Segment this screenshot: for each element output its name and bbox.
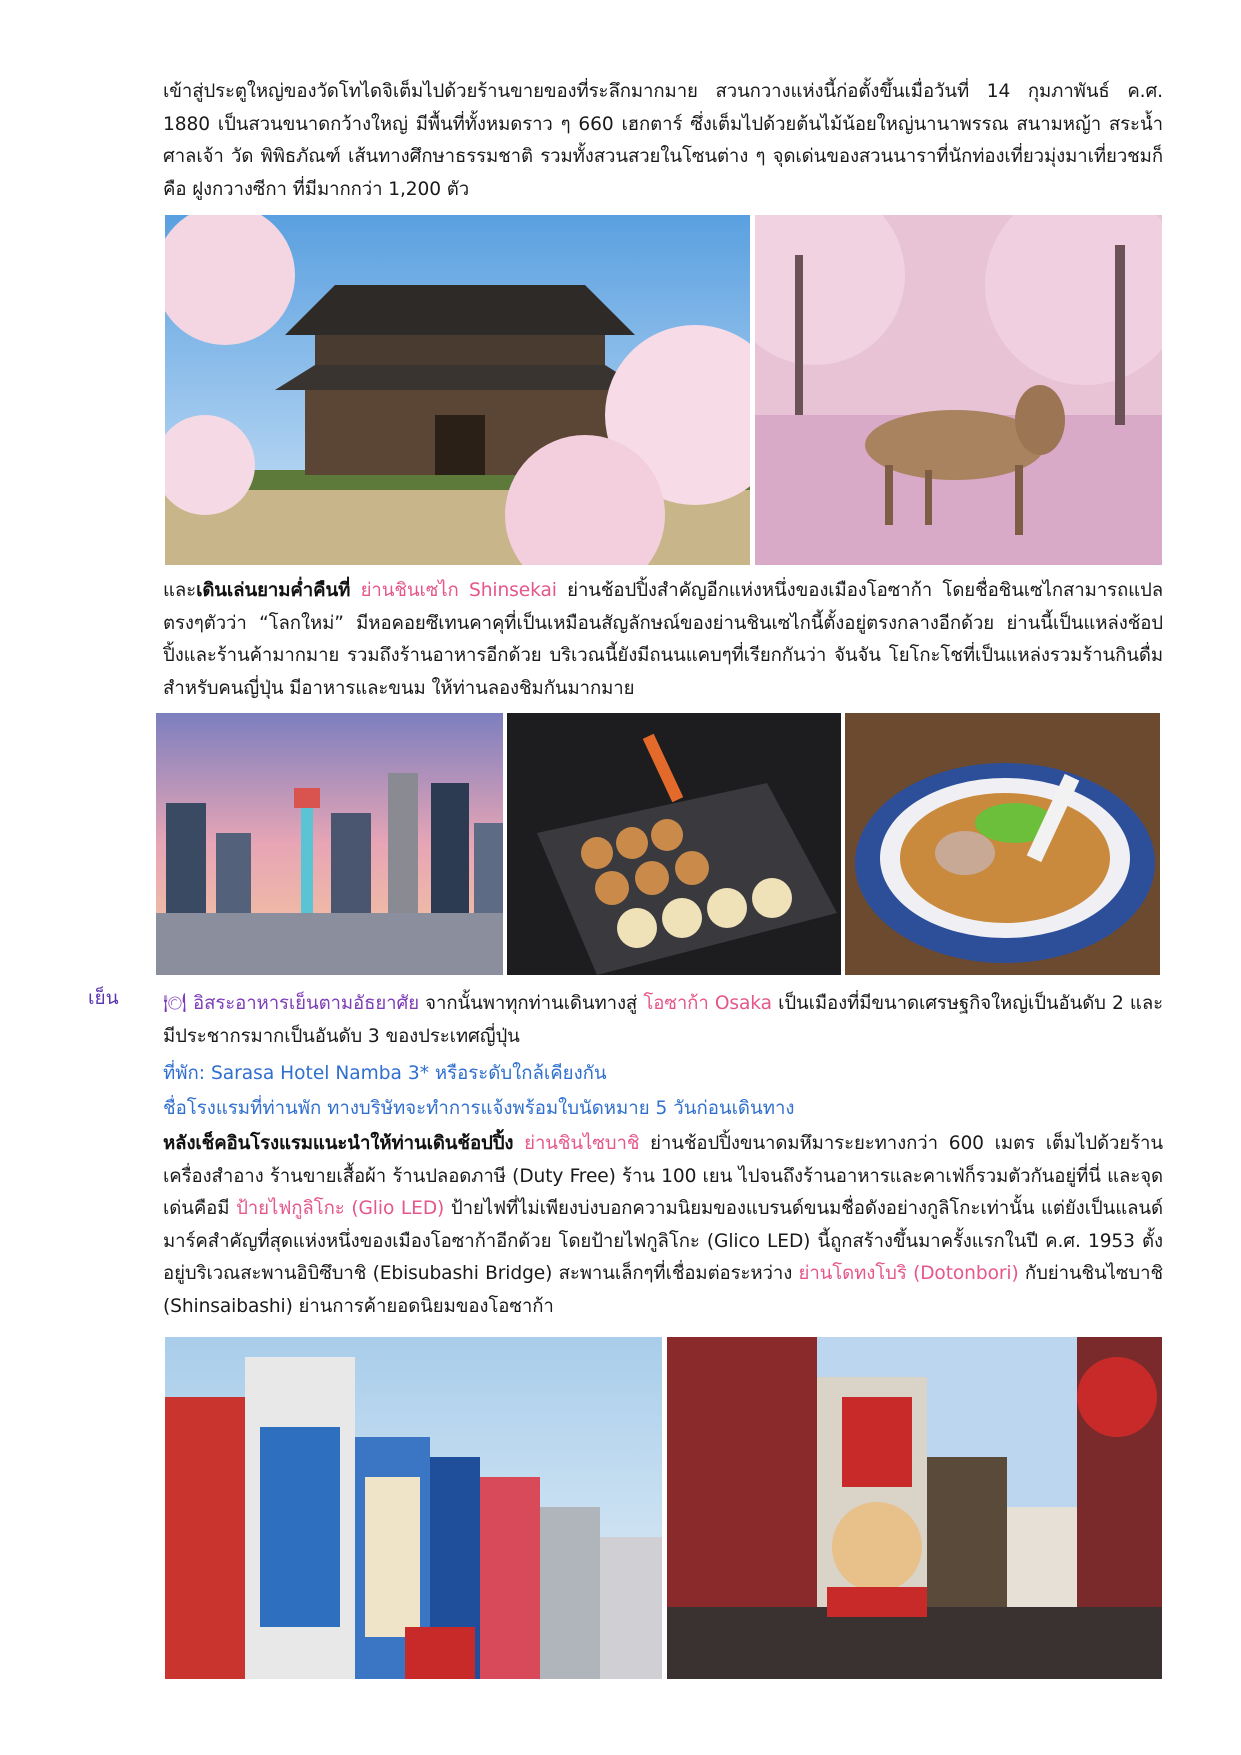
dotonbori-glico-photo — [165, 1337, 662, 1679]
shinsaibashi-part2: ป้ายไฟที่ไม่เพียงบ่งบอกความนิยมของแบรนด์ขนมชื่อดังอย่างกูลิโกะเท่านั้น แต่ยังเป็นแลนด์มาร์คสำคัญที่สุดแห่งหนึ่งของเมืองโอซาก้าอีกด้วย โดยป้ายไฟกูลิโกะ (Glico LED) นี้ถูกสร้างขึ้นมาครั้งแรกในปี ค.ศ. 1953 ตั้งอยู่บริเวณสะพานอิบิซึบาชิ (Ebisubashi Bridge) สะพานเล็กๆที่เชื่อมต่อระหว่าง — [163, 1198, 1163, 1284]
intro-paragraph: เข้าสู่ประตูใหญ่ของวัดโทไดจิเต็มไปด้วยร้านขายของที่ระลึกมากมาย สวนกวางแห่งนี้ก่อตั้งขึ้นเมื่อวันที่ 14 กุมภาพันธ์ ค.ศ. 1880 เป็นสวนขนาดกว้างใหญ่ มีพื้นที่ทั้งหมดราว ๆ 660 เฮกตาร์ ซึ่งเต็มไปด้วยต้นไม้น้อยใหญ่นานาพรรณ สนามหญ้า สระน้ำ ศาลเจ้า วัด พิพิธภัณฑ์ เส้นทางศึกษาธรรมชาติ รวมทั้งสวนสวยในโซนต่าง ๆ จุดเด่นของสวนนาราที่นักท่องเที่ยวมุ่งมาเที่ยวชมก็คือ ฝูงกวางซีกา ที่มีมากกว่า 1,200 ตัว — [163, 81, 1163, 200]
shinsekai-link: ย่านชินเซไก Shinsekai — [350, 580, 557, 601]
osaka-link: โอซาก้า Osaka — [643, 993, 772, 1014]
shinsekai-bold: เดินเล่นยามค่ำคืนที่ — [196, 580, 351, 601]
ramen-photo — [845, 713, 1160, 975]
shinsaibashi-link: ย่านชินไซบาชิ — [513, 1133, 640, 1154]
evening-paragraph — [163, 988, 1163, 1053]
dotonbori-link: ย่านโดทงโบริ (Dotonbori) — [798, 1263, 1019, 1284]
hotel-line: ที่พัก: Sarasa Hotel Namba 3* หรือระดับใกล้เคียงกัน — [163, 1063, 607, 1084]
shinsaibashi-part1: ย่านช้อปปิ้งขนาดมหึมาระยะทางกว่า 600 เมตร เต็มไปด้วยร้านเครื่องสำอาง ร้านขายเสื้อผ้า ร้านปลอดภาษี (Duty Free) ร้าน 100 เยน ไปจนถึงร้านอาหารและคาเฟ่ก็รวมตัวกันอยู่ที่นี่ และจุดเด่นคือมี — [163, 1133, 1163, 1219]
meal-icon: 🍽 — [163, 993, 187, 1014]
dinner-free: อิสระอาหารเย็นตามอัธยาศัย — [186, 993, 420, 1014]
evening-rest: เป็นเมืองที่มีขนาดเศรษฐกิจใหญ่เป็นอันดับ 2 และมีประชากรมากเป็นอันดับ 3 ของประเทศญี่ปุ่น — [163, 993, 1163, 1047]
takoyaki-photo — [507, 713, 841, 975]
hotel-note: ชื่อโรงแรมที่ท่านพัก ทางบริษัทจะทำการแจ้งพร้อมใบนัดหมาย 5 วันก่อนเดินทาง — [163, 1098, 795, 1119]
evening-mid: จากนั้นพาทุกท่านเดินทางสู่ — [419, 993, 644, 1014]
glico-link: ป้ายไฟกูลิโกะ (Glio LED) — [236, 1198, 445, 1219]
dotonbori-street-photo — [667, 1337, 1162, 1679]
evening-label: เย็น — [88, 987, 119, 1009]
todaiji-temple-photo — [165, 215, 750, 565]
osaka-skyline-photo — [156, 713, 503, 975]
shinsaibashi-paragraph — [163, 1128, 1163, 1323]
deer-cherry-blossom-photo — [755, 215, 1162, 565]
shinsekai-paragraph — [163, 575, 1163, 705]
shinsaibashi-part3: กับย่านชินไซบาชิ (Shinsaibashi) ย่านการค้ายอดนิยมของโอซาก้า — [163, 1263, 1163, 1317]
shinsekai-prefix: และ — [163, 580, 197, 601]
shinsekai-rest: ย่านช้อปปิ้งสำคัญอีกแห่งหนึ่งของเมืองโอซาก้า โดยชื่อชินเซไกสามารถแปลตรงๆตัวว่า “โลกใหม่” มีหอคอยซึเทนคาคุที่เป็นเหมือนสัญลักษณ์ของย่านชินเซไกนี้ตั้งอยู่ตรงกลางอีกด้วย ย่านนี้เป็นแหล่งช้อปปิ้งและร้านค้ามากมาย รวมถึงร้านอาหารอีกด้วย บริเวณนี้ยังมีถนนแคบๆที่เรียกกันว่า จันจัน โยโกะโชที่เป็นแหล่งรวมร้านกินดื่มสำหรับคนญี่ปุ่น มีอาหารและขนม ให้ท่านลองชิมกันมากมาย — [163, 580, 1163, 699]
shinsaibashi-bold: หลังเช็คอินโรงแรมแนะนำให้ท่านเดินช้อปปิ้ง — [163, 1133, 514, 1154]
